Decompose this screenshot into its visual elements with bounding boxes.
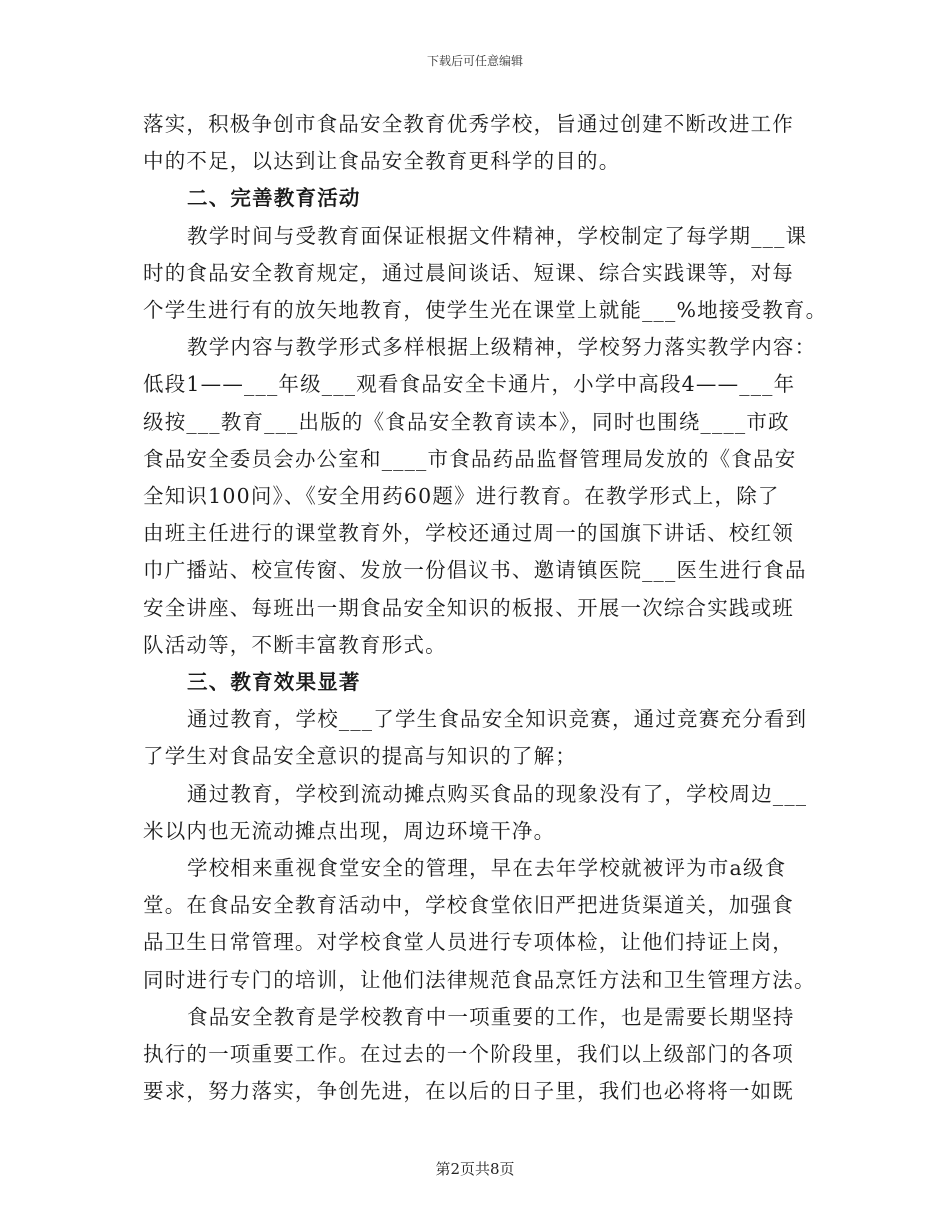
- body-line: 教学内容与教学形式多样根据上级精神，学校努力落实教学内容：: [187, 335, 817, 360]
- body-line: 了学生对食品安全意识的提高与知识的了解；: [143, 744, 577, 769]
- body-line: 巾广播站、校宣传窗、发放一份倡议书、邀请镇医院___医生进行食品: [143, 558, 807, 583]
- body-line: 教学时间与受教育面保证根据文件精神，学校制定了每学期___课: [187, 223, 808, 248]
- section-heading: 二、完善教育活动: [187, 186, 361, 211]
- body-line: 落实，积极争创市食品安全教育优秀学校，旨通过创建不断改进工作: [143, 112, 794, 136]
- body-line: 由班主任进行的课堂教育外，学校还通过周一的国旗下讲话、校红领: [143, 521, 794, 546]
- body-line: 要求，努力落实，争创先进，在以后的日子里，我们也必将将一如既: [143, 1079, 794, 1104]
- body-line: 低段1——___年级___观看食品安全卡通片，小学中高段4——___年: [143, 372, 796, 397]
- body-line: 食品安全委员会办公室和____市食品药品监督管理局发放的《食品安: [143, 446, 797, 471]
- body-line: 通过教育，学校___了学生食品安全知识竞赛，通过竞赛充分看到: [187, 707, 808, 732]
- body-line: 米以内也无流动摊点出现，周边环境干净。: [143, 818, 556, 843]
- body-line: 品卫生日常管理。对学校食堂人员进行专项体检，让他们持证上岗，: [143, 930, 794, 955]
- body-line: 同时进行专门的培训，让他们法律规范食品烹饪方法和卫生管理方法。: [143, 967, 816, 992]
- body-line: 时的食品安全教育规定，通过晨间谈话、短课、综合实践课等，对每: [143, 260, 794, 285]
- section-heading: 三、教育效果显著: [187, 670, 361, 695]
- body-line: 队活动等，不断丰富教育形式。: [143, 632, 447, 657]
- body-line: 个学生进行有的放矢地教育，使学生光在课堂上就能___%地接受教育。: [143, 298, 828, 323]
- body-line: 通过教育，学校到流动摊点购买食品的现象没有了，学校周边___: [187, 781, 808, 806]
- body-line: 学校相来重视食堂安全的管理，早在去年学校就被评为市a级食: [187, 856, 787, 881]
- body-line: 执行的一项重要工作。在过去的一个阶段里，我们以上级部门的各项: [143, 1042, 794, 1067]
- body-line: 中的不足，以达到让食品安全教育更科学的目的。: [143, 149, 621, 174]
- body-line: 安全讲座、每班出一期食品安全知识的板报、开展一次综合实践或班: [143, 595, 794, 620]
- body-line: 全知识100问》、《安全用药60题》进行教育。在教学形式上，除了: [143, 484, 780, 509]
- page-number: 第2页共8页: [435, 1160, 515, 1178]
- page-header-note: 下载后可任意编辑: [426, 54, 523, 68]
- document-body: [143, 106, 828, 1110]
- body-line: 食品安全教育是学校教育中一项重要的工作，也是需要长期坚持: [187, 1004, 795, 1029]
- body-line: 堂。在食品安全教育活动中，学校食堂依旧严把进货渠道关，加强食: [143, 893, 794, 918]
- body-line: 级按___教育___出版的《食品安全教育读本》，同时也围绕____市政: [143, 409, 790, 434]
